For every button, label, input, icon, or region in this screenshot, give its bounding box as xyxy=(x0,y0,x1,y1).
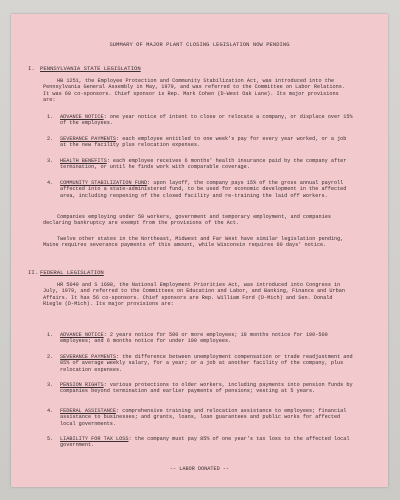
section-intro-paragraph: HB 1251, the Employee Protection and Community Stabilization Act, was introduced into the Pennsylvania General Assembly in May, 1979, and was referred to the Committee on Labor Relations. It was 60 co-sponsors. Chief sponsor is Rep. Mark Cohen (D-West Oak Lane). Its major provisions are: xyxy=(43,78,345,103)
provision-label: ADVANCE NOTICE xyxy=(60,114,104,120)
provision-severance-payments xyxy=(47,136,354,149)
provision-text: : the difference between unemployment compensation or trade readjustment and 85% of average weekly salary, for a year; or a job at another facility of the company, plus relocation expenses. xyxy=(60,354,353,373)
provision-advance-notice xyxy=(47,332,354,345)
provision-body xyxy=(60,436,354,449)
section-intro-paragraph: HR 5040 and S 1608, the National Employment Priorities Act, was introduced into Congress in July, 1979, and referred to the Committees on Education and Labor, and Banking, Finance and Urban Affairs. It has 56 co-sponsors. Chief sponsors are Rep. William Ford (D-Mich) and Sen. Donald Riegle (D-Mich). Its major provisions are: xyxy=(43,282,345,307)
other-states-note: Twelve other states in the Northeast, Midwest and Far West have similar legislation pending, Maine requires severance payments of this amount, while Wisconsin requires 60 days' notice. xyxy=(43,236,344,249)
provision-text: : comprehensive training and relocation assistance to employees; financial assistance to businesses; and grants, loans, loan guarantees and public works for affected local governments. xyxy=(60,408,347,427)
exemption-note: Companies employing under 50 workers, government and temporary employment, and companies declaring bankruptcy are exempt from the provisions of the Act. xyxy=(43,214,331,227)
provision-text: : upon layoff, the company pays 15% of the gross annual payroll affected into a state-administered fund, to be used for economic development in the affected area, including reopening of the closed facility and re-training the laid off workers. xyxy=(60,180,347,199)
provision-body xyxy=(60,136,354,149)
provision-body xyxy=(60,382,354,395)
provision-text: : various protections to older workers, including payments into pension funds by companies beyond termination and earlier payments of pensions; vesting at 5 years. xyxy=(60,382,353,395)
provision-health-benefits xyxy=(47,158,354,171)
provision-severance-payments xyxy=(47,354,354,373)
provision-number: 1. xyxy=(47,114,54,120)
provision-number: 1. xyxy=(47,332,54,338)
provision-community-stabilization-fund xyxy=(47,180,354,199)
provision-label: PENSION RIGHTS xyxy=(60,382,104,388)
provision-body xyxy=(60,408,354,427)
provision-label: LIABILITY FOR TAX LOSS xyxy=(60,436,129,442)
provision-body xyxy=(60,180,354,199)
provision-body xyxy=(60,354,354,373)
provision-text: : one year notice of intent to close or relocate a company, or displace over 15% of the employees. xyxy=(60,114,353,127)
provision-number: 4. xyxy=(47,180,54,186)
provision-text: : each employee entitled to one week's pay for every year worked, or a job at the new facility plus relocation expenses. xyxy=(60,136,347,149)
provision-number: 3. xyxy=(47,158,54,164)
section-number: II. xyxy=(28,269,39,276)
provision-text: : 2 years notice for 500 or more employees; 18 months notice for 100-500 employees; and 6 months notice for under 100 employees. xyxy=(60,332,328,345)
provision-federal-assistance xyxy=(47,408,354,427)
provision-text: : each employee receives 6 months' health insurance paid by the company after termination, or until he finds work with comparable coverage. xyxy=(60,158,347,171)
provision-pension-rights xyxy=(47,382,354,395)
provision-number: 5. xyxy=(47,436,54,442)
provision-body xyxy=(60,332,354,345)
provision-body xyxy=(60,114,354,127)
provision-advance-notice xyxy=(47,114,354,127)
provision-label: FEDERAL ASSISTANCE xyxy=(60,408,117,414)
provision-label: COMMUNITY STABILIZATION FUND xyxy=(60,180,148,186)
provision-text: : the company must pay 85% of one year's tax loss to the affected local government. xyxy=(60,436,350,449)
document-title: SUMMARY OF MAJOR PLANT CLOSING LEGISLATION NOW PENDING xyxy=(109,42,290,48)
provision-body xyxy=(60,158,354,171)
labor-donated-footer: -- LABOR DONATED -- xyxy=(169,466,230,472)
section-heading-federal xyxy=(28,270,104,276)
section-title: FEDERAL LEGISLATION xyxy=(40,269,104,276)
provision-label: SEVERANCE PAYMENTS xyxy=(60,354,117,360)
provision-number: 2. xyxy=(47,136,54,142)
provision-label: HEALTH BENEFITS xyxy=(60,158,107,164)
section-number: I. xyxy=(28,65,35,72)
provision-label: SEVERANCE PAYMENTS xyxy=(60,136,117,142)
provision-number: 3. xyxy=(47,382,54,388)
provision-label: ADVANCE NOTICE xyxy=(60,332,104,338)
section-heading-pennsylvania xyxy=(28,66,141,72)
provision-liability-for-tax-loss xyxy=(47,436,354,449)
provision-number: 4. xyxy=(47,408,54,414)
document-page xyxy=(11,14,388,487)
section-title: PENNSYLVANIA STATE LEGISLATION xyxy=(40,65,141,72)
provision-number: 2. xyxy=(47,354,54,360)
